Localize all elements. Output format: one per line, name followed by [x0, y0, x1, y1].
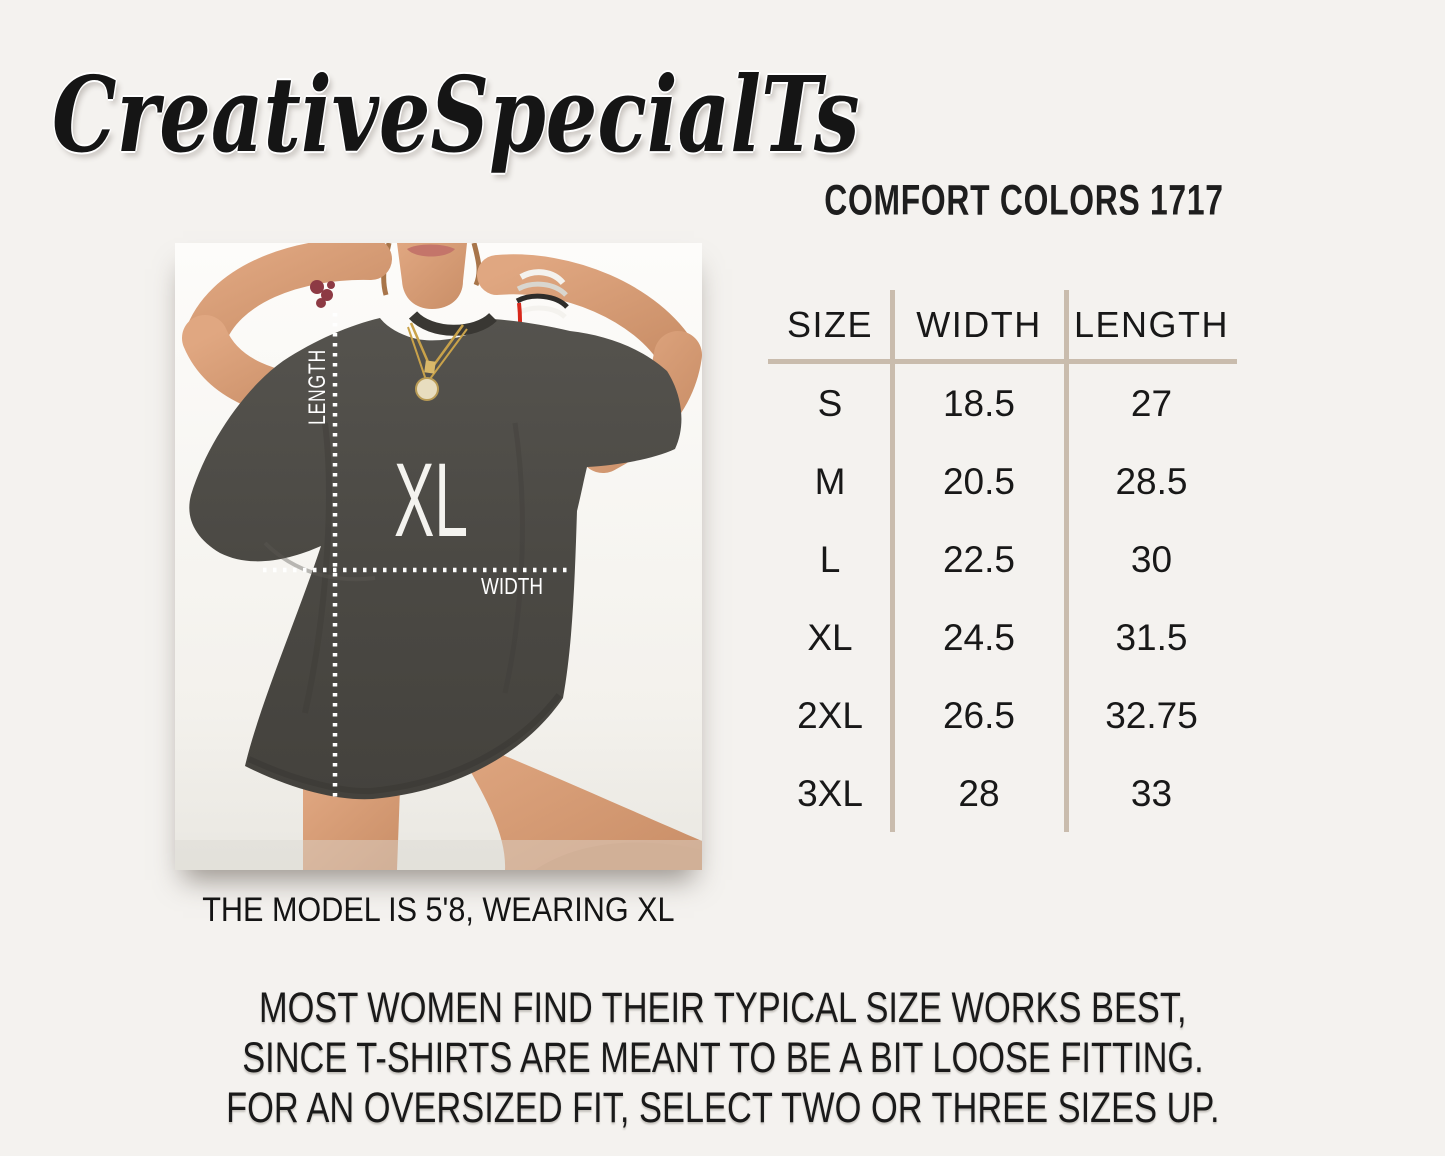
model-photo — [175, 243, 702, 870]
table-row — [768, 755, 1237, 833]
table-row — [768, 365, 1237, 443]
length-cell: 27 — [1130, 383, 1173, 424]
model-caption-text: THE MODEL IS 5'8, WEARING XL — [202, 891, 675, 929]
table-row — [768, 599, 1237, 677]
fit-note-line — [0, 1033, 1445, 1083]
model-caption — [175, 891, 702, 930]
table-row — [768, 443, 1237, 521]
width-cell: 28 — [958, 773, 1000, 814]
size-cell: L — [819, 539, 841, 580]
size-cell: S — [817, 383, 843, 424]
fit-note-line-text: MOST WOMEN FIND THEIR TYPICAL SIZE WORKS BEST, — [258, 984, 1187, 1032]
product-heading-text: COMFORT COLORS 1717 — [824, 176, 1224, 225]
table-row — [768, 677, 1237, 755]
size-cell: M — [814, 461, 846, 502]
size-cell: XL — [807, 617, 853, 658]
length-cell: 33 — [1130, 773, 1173, 814]
width-cell: 20.5 — [942, 461, 1015, 502]
column-header-width: WIDTH — [916, 304, 1042, 345]
width-cell: 24.5 — [942, 617, 1015, 658]
size-cell: 3XL — [797, 773, 863, 814]
product-heading — [754, 177, 1294, 226]
fit-note-line — [0, 983, 1445, 1033]
size-overlay-label: XL — [394, 442, 468, 559]
fit-note-line-text: FOR AN OVERSIZED FIT, SELECT TWO OR THREE SIZES UP. — [225, 1084, 1220, 1132]
table-body — [768, 365, 1237, 833]
width-axis-label: WIDTH — [481, 573, 543, 599]
length-cell: 28.5 — [1115, 461, 1188, 502]
size-chart-table — [768, 290, 1237, 832]
column-header-length: LENGTH — [1073, 304, 1230, 345]
size-cell: 2XL — [797, 695, 863, 736]
width-cell: 26.5 — [942, 695, 1015, 736]
brand-logo-text: CreativeSpecialTs — [52, 53, 860, 176]
length-cell: 30 — [1130, 539, 1173, 580]
length-cell: 32.75 — [1105, 695, 1198, 736]
width-cell: 18.5 — [942, 383, 1015, 424]
length-axis-label: LENGTH — [304, 321, 331, 425]
photo-floor-shadow — [175, 840, 702, 870]
fit-note — [0, 983, 1445, 1133]
model-photo-illustration — [175, 243, 702, 870]
brand-logo — [52, 40, 860, 190]
length-cell: 31.5 — [1115, 617, 1188, 658]
table-header-rule — [768, 359, 1237, 364]
width-cell: 22.5 — [942, 539, 1015, 580]
fit-note-line-text: SINCE T-SHIRTS ARE MEANT TO BE A BIT LOOSE FITTING. — [241, 1034, 1204, 1082]
fit-note-line — [0, 1083, 1445, 1133]
table-header-row — [768, 290, 1237, 360]
column-header-size: SIZE — [786, 304, 873, 345]
table-row — [768, 521, 1237, 599]
